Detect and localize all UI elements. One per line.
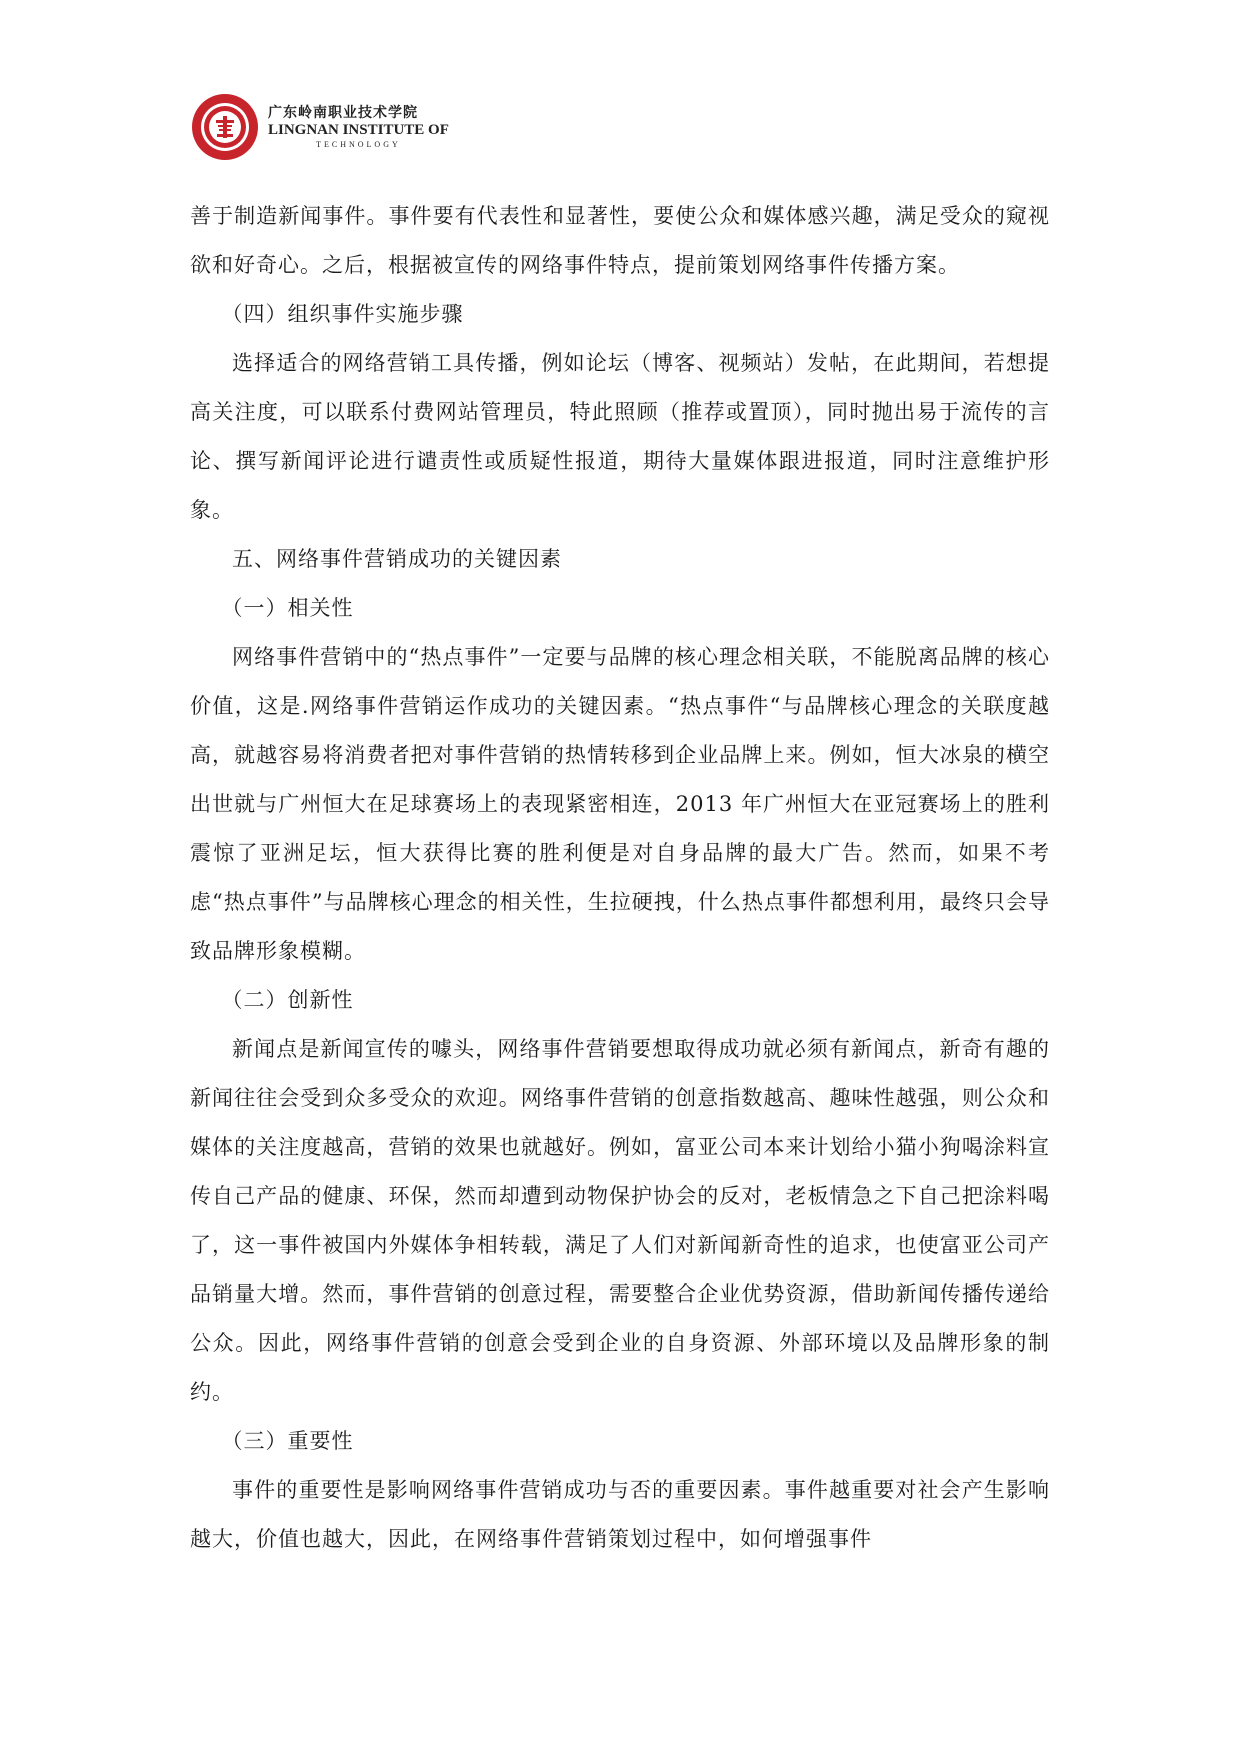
page-header [190,92,449,162]
subheading-innovation: （二）创新性 [221,988,354,1012]
institution-name-en-sub: TECHNOLOGY [316,139,401,149]
document-body [190,192,1050,1564]
section-heading-key-factors: 五、网络事件营销成功的关键因素 [232,547,562,571]
paragraph: 善于制造新闻事件。事件要有代表性和显著性，要使公众和媒体感兴趣，满足受众的窥视欲和好奇心。之后，根据被宣传的网络事件特点，提前策划网络事件传播方案。 [190,204,1050,277]
institution-name-cn: 广东岭南职业技术学院 [268,104,418,121]
subheading-organize-steps: （四）组织事件实施步骤 [221,302,464,326]
subheading-relevance: （一）相关性 [221,596,354,620]
paragraph: 新闻点是新闻宣传的噱头，网络事件营销要想取得成功就必须有新闻点，新奇有趣的新闻往往会受到众多受众的欢迎。网络事件营销的创意指数越高、趣味性越强，则公众和媒体的关注度越高，营销的效果也就越好。例如，富亚公司本来计划给小猫小狗喝涂料宣传自己产品的健康、环保，然而却遭到动物保护协会的反对，老板情急之下自己把涂料喝了，这一事件被国内外媒体争相转载，满足了人们对新闻新奇性的追求，也使富亚公司产品销量大增。然而，事件营销的创意过程，需要整合企业优势资源，借助新闻传播传递给公众。因此，网络事件营销的创意会受到企业的自身资源、外部环境以及品牌形象的制约。 [190,1037,1050,1404]
paragraph: 网络事件营销中的“热点事件”一定要与品牌的核心理念相关联，不能脱离品牌的核心价值，这是.网络事件营销运作成功的关键因素。“热点事件“与品牌核心理念的关联度越高，就越容易将消费者把对事件营销的热情转移到企业品牌上来。例如，恒大冰泉的横空出世就与广州恒大在足球赛场上的表现紧密相连，2013 年广州恒大在亚冠赛场上的胜利震惊了亚洲足坛，恒大获得比赛的胜利便是对自身品牌的最大广告。然而，如果不考虑“热点事件”与品牌核心理念的相关性，生拉硬拽，什么热点事件都想利用，最终只会导致品牌形象模糊。 [190,645,1050,963]
subheading-importance: （三）重要性 [221,1429,354,1453]
institution-seal-icon [190,92,260,162]
institution-name-en: LINGNAN INSTITUTE OF [268,121,449,138]
paragraph: 事件的重要性是影响网络事件营销成功与否的重要因素。事件越重要对社会产生影响越大，价值也越大，因此，在网络事件营销策划过程中，如何增强事件 [190,1478,1050,1551]
institution-name [268,104,449,151]
paragraph: 选择适合的网络营销工具传播，例如论坛（博客、视频站）发帖，在此期间，若想提高关注度，可以联系付费网站管理员，特此照顾（推荐或置顶），同时抛出易于流传的言论、撰写新闻评论进行谴责性或质疑性报道，期待大量媒体跟进报道，同时注意维护形象。 [190,351,1050,522]
